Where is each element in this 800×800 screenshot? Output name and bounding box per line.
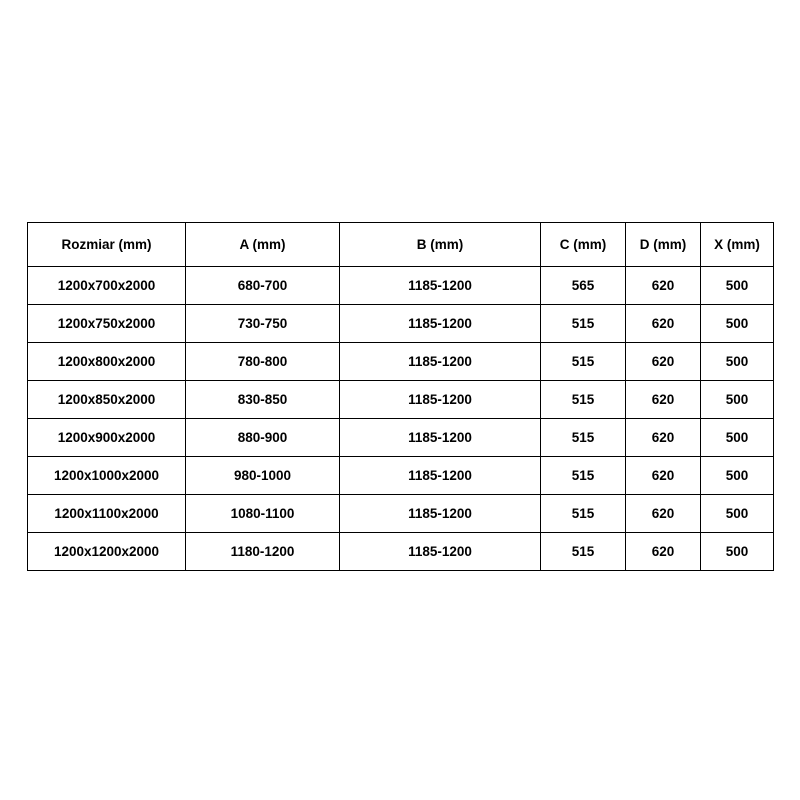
cell-rozmiar: 1200x1000x2000 — [28, 457, 186, 495]
column-header-b: B (mm) — [340, 223, 541, 267]
cell-a: 1180-1200 — [186, 533, 340, 571]
cell-x: 500 — [701, 419, 774, 457]
cell-rozmiar: 1200x900x2000 — [28, 419, 186, 457]
table-row — [28, 457, 774, 495]
cell-a: 980-1000 — [186, 457, 340, 495]
cell-x: 500 — [701, 267, 774, 305]
cell-a: 1080-1100 — [186, 495, 340, 533]
table-row — [28, 305, 774, 343]
cell-x: 500 — [701, 457, 774, 495]
table-header-row — [28, 223, 774, 267]
cell-b: 1185-1200 — [340, 457, 541, 495]
size-table-container — [27, 222, 773, 571]
cell-a: 830-850 — [186, 381, 340, 419]
cell-b: 1185-1200 — [340, 419, 541, 457]
cell-a: 880-900 — [186, 419, 340, 457]
table-row — [28, 267, 774, 305]
cell-d: 620 — [626, 457, 701, 495]
cell-c: 515 — [541, 419, 626, 457]
column-header-d: D (mm) — [626, 223, 701, 267]
column-header-rozmiar: Rozmiar (mm) — [28, 223, 186, 267]
table-row — [28, 343, 774, 381]
cell-c: 515 — [541, 457, 626, 495]
cell-x: 500 — [701, 343, 774, 381]
cell-c: 515 — [541, 495, 626, 533]
cell-rozmiar: 1200x1200x2000 — [28, 533, 186, 571]
table-row — [28, 381, 774, 419]
table-row — [28, 533, 774, 571]
cell-rozmiar: 1200x850x2000 — [28, 381, 186, 419]
cell-b: 1185-1200 — [340, 267, 541, 305]
cell-a: 780-800 — [186, 343, 340, 381]
cell-d: 620 — [626, 305, 701, 343]
cell-x: 500 — [701, 305, 774, 343]
cell-d: 620 — [626, 343, 701, 381]
cell-d: 620 — [626, 419, 701, 457]
cell-b: 1185-1200 — [340, 381, 541, 419]
cell-rozmiar: 1200x1100x2000 — [28, 495, 186, 533]
cell-c: 565 — [541, 267, 626, 305]
size-table — [27, 222, 774, 571]
cell-x: 500 — [701, 381, 774, 419]
cell-d: 620 — [626, 381, 701, 419]
cell-d: 620 — [626, 533, 701, 571]
cell-b: 1185-1200 — [340, 495, 541, 533]
cell-a: 730-750 — [186, 305, 340, 343]
cell-rozmiar: 1200x700x2000 — [28, 267, 186, 305]
table-row — [28, 419, 774, 457]
cell-c: 515 — [541, 305, 626, 343]
cell-rozmiar: 1200x800x2000 — [28, 343, 186, 381]
cell-b: 1185-1200 — [340, 343, 541, 381]
cell-b: 1185-1200 — [340, 533, 541, 571]
cell-b: 1185-1200 — [340, 305, 541, 343]
cell-x: 500 — [701, 495, 774, 533]
cell-d: 620 — [626, 495, 701, 533]
cell-x: 500 — [701, 533, 774, 571]
cell-rozmiar: 1200x750x2000 — [28, 305, 186, 343]
table-row — [28, 495, 774, 533]
cell-c: 515 — [541, 343, 626, 381]
cell-c: 515 — [541, 533, 626, 571]
cell-a: 680-700 — [186, 267, 340, 305]
cell-c: 515 — [541, 381, 626, 419]
column-header-x: X (mm) — [701, 223, 774, 267]
cell-d: 620 — [626, 267, 701, 305]
column-header-a: A (mm) — [186, 223, 340, 267]
column-header-c: C (mm) — [541, 223, 626, 267]
